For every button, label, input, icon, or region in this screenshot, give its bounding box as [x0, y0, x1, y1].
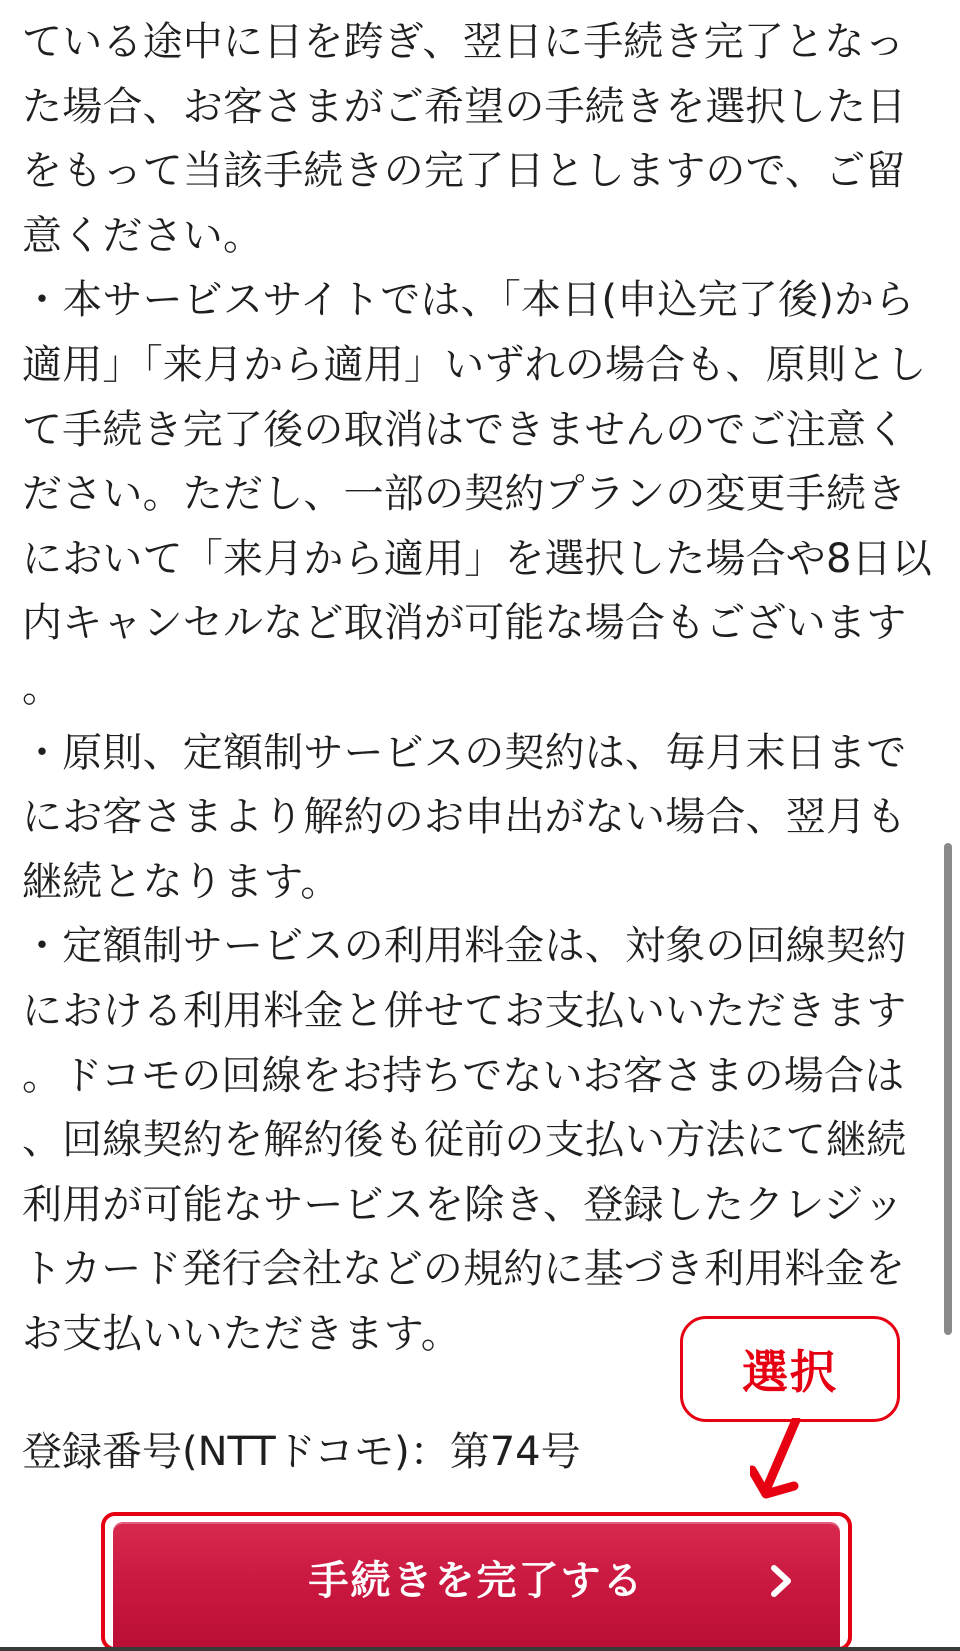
complete-procedure-button-label: 手続きを完了する — [308, 1558, 645, 1604]
complete-procedure-button[interactable] — [113, 1522, 840, 1651]
note-paragraph: ・定額制サービスの利用料金は、対象の回線契約における利用料金と併せてお支払いいただきます。ドコモの回線をお持ちでないお客さまの場合は、回線契約を解約後も従前の支払い方法にて継続利用が可能なサービスを除き、登録したクレジットカード発行会社などの規約に基づき利用料金をお支払いいただきます。 — [22, 923, 907, 1357]
note-paragraph: ている途中に日を跨ぎ、翌日に手続き完了となった場合、お客さまがご希望の手続きを選択した日をもって当該手続きの完了日としますので、ご留意ください。 — [22, 19, 907, 259]
scrollbar[interactable] — [944, 843, 952, 1335]
chevron-right-icon — [766, 1564, 796, 1598]
registration-number: 登録番号(NTTドコモ)：第74号 — [22, 1429, 581, 1475]
annotation-label: 選択 — [742, 1345, 838, 1399]
annotation-callout — [680, 1316, 900, 1422]
note-paragraph: ・本サービスサイトでは、「本日(申込完了後)から適用」「来月から適用」いずれの場合も、原則として手続き完了後の取消はできませんのでご注意ください。ただし、一部の契約プランの変更手続きにおいて「来月から適用」を選択した場合や8日以内キャンセルなど取消が可能な場合もございます。 — [22, 277, 933, 711]
annotation-arrow-icon — [750, 1418, 830, 1508]
notes-section — [22, 10, 934, 1366]
screen-bottom-edge — [0, 1647, 960, 1651]
note-paragraph: ・原則、定額制サービスの契約は、毎月末日までにお客さまより解約のお申出がない場合、翌月も継続となります。 — [22, 729, 907, 905]
